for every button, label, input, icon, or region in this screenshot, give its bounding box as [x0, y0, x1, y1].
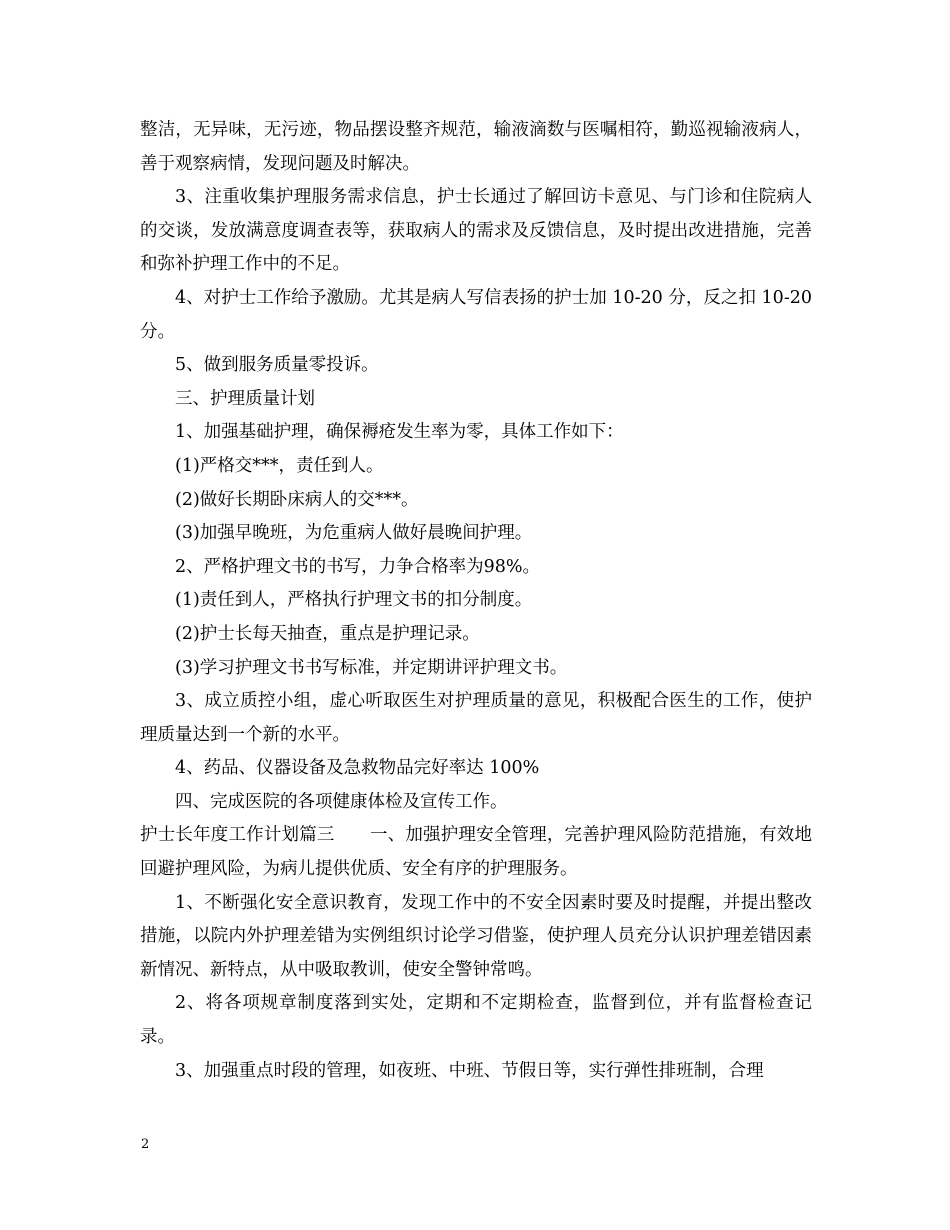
- paragraph: 护士长年度工作计划篇三 一、加强护理安全管理，完善护理风险防范措施，有效地回避护理风险，为病儿提供优质、安全有序的护理服务。: [140, 825, 812, 880]
- list-item: (2)护士长每天抽查，重点是护理记录。: [175, 623, 480, 644]
- paragraph: 整洁，无异味，无污迹，物品摆设整齐规范，输液滴数与医嘱相符，勤巡视输液病人，善于观察病情，发现问题及时解决。: [140, 120, 812, 174]
- section-heading: 三、护理质量计划: [175, 388, 315, 409]
- paragraph: 1、加强基础护理，确保褥疮发生率为零，具体工作如下：: [175, 422, 624, 443]
- paragraph: 1、不断强化安全意识教育，发现工作中的不安全因素时要及时提醒，并提出整改措施，以院内外护理差错为实例组织讨论学习借鉴，使护理人员充分认识护理差错因素新情况、新特点，从中吸取教训，使安全警钟常鸣。: [140, 892, 812, 980]
- section-heading: 四、完成医院的各项健康体检及宣传工作。: [175, 791, 508, 812]
- page-number: 2: [141, 1137, 150, 1152]
- paragraph: 4、对护士工作给予激励。尤其是病人写信表扬的护士加 10-20 分，反之扣 10-20 分。: [140, 287, 812, 342]
- document-body: [140, 114, 812, 1088]
- paragraph: 2、将各项规章制度落到实处，定期和不定期检查，监督到位，并有监督检查记录。: [140, 993, 812, 1048]
- list-item: (1)责任到人，严格执行护理文书的扣分制度。: [175, 590, 533, 611]
- list-item: (1)严格交***，责任到人。: [175, 455, 384, 476]
- paragraph: 3、成立质控小组，虚心听取医生对护理质量的意见，积极配合医生的工作，使护理质量达到一个新的水平。: [140, 691, 812, 745]
- list-item: (2)做好长期卧床病人的交***。: [175, 489, 419, 510]
- paragraph: 4、药品、仪器设备及急救物品完好率达 100%: [175, 758, 540, 779]
- paragraph: 3、注重收集护理服务需求信息，护士长通过了解回访卡意见、与门诊和住院病人的交谈，发放满意度调查表等，获取病人的需求及反馈信息，及时提出改进措施，完善和弥补护理工作中的不足。: [140, 187, 812, 275]
- paragraph: 3、加强重点时段的管理，如夜班、中班、节假日等，实行弹性排班制，合理: [175, 1060, 764, 1081]
- paragraph: 5、做到服务质量零投诉。: [175, 355, 379, 376]
- paragraph: 2、严格护理文书的书写，力争合格率为98%。: [175, 556, 541, 577]
- list-item: (3)加强早晚班，为危重病人做好晨晚间护理。: [175, 523, 533, 544]
- list-item: (3)学习护理文书书写标准，并定期讲评护理文书。: [175, 657, 568, 678]
